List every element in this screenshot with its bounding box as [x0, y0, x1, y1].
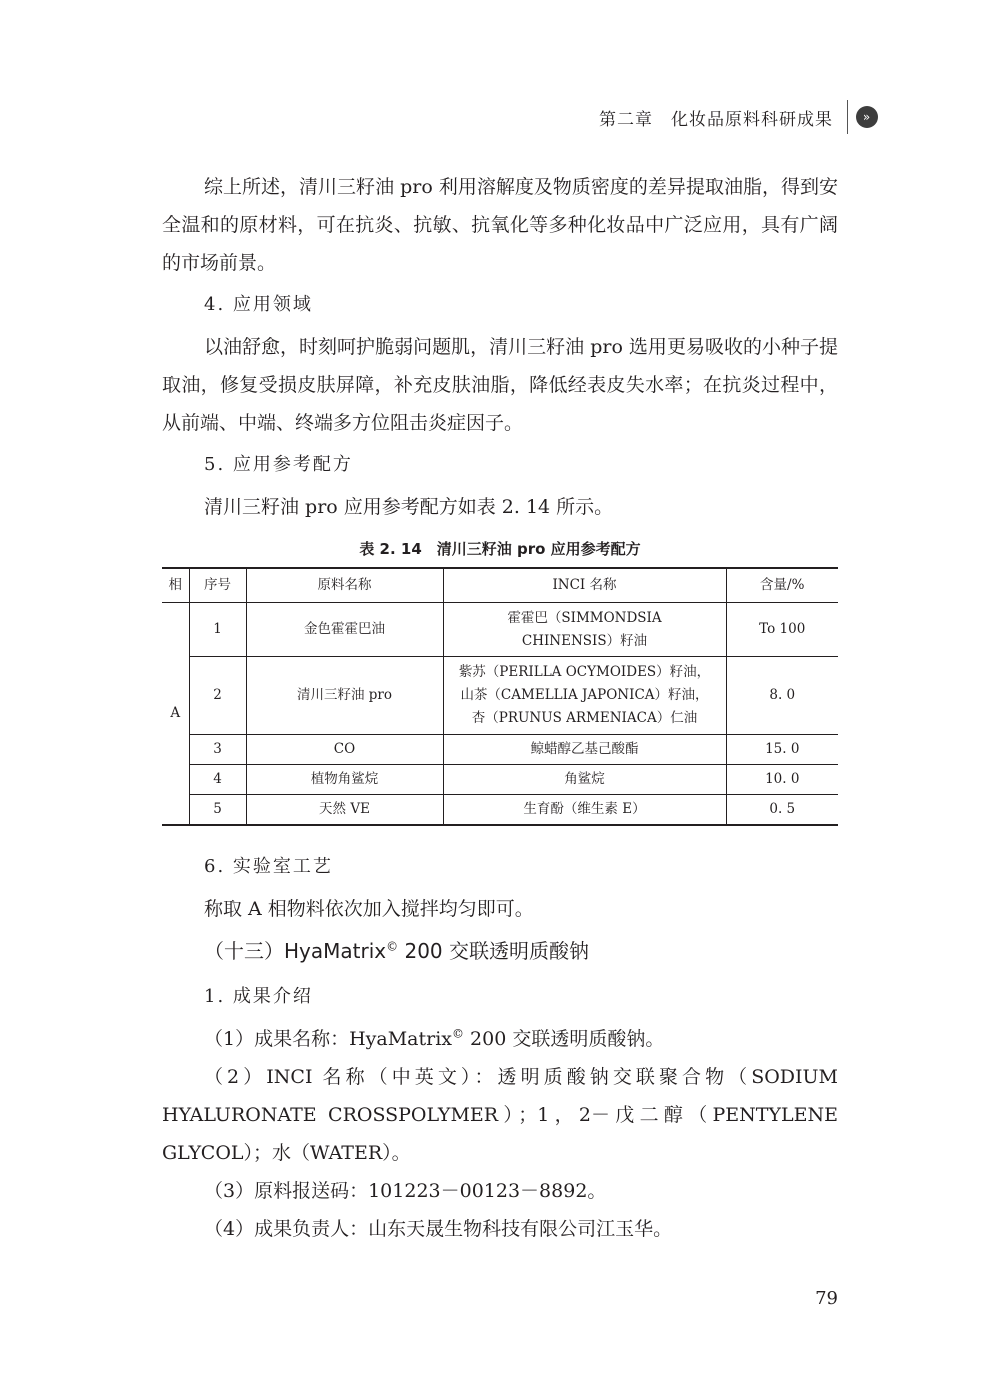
row-no: 3 [189, 735, 246, 765]
result-item-1-prefix: （1）成果名称：HyaMatrix [204, 1028, 453, 1050]
table-row [162, 765, 838, 795]
row-inci: 生育酚（维生素 E） [443, 795, 726, 826]
row-no: 5 [189, 795, 246, 826]
row-no: 2 [189, 657, 246, 735]
header-divider [847, 100, 848, 134]
result-item-3: （3）原料报送码：101223－00123－8892。 [204, 1180, 607, 1202]
running-header [599, 100, 878, 134]
row-amount: 8. 0 [726, 657, 838, 735]
row-inci: 鲸蜡醇乙基己酸酯 [443, 735, 726, 765]
table-row [162, 657, 838, 735]
chapter-title: 化妆品原料科研成果 [671, 109, 833, 130]
heading-results-intro: 1. 成果介绍 [204, 986, 313, 1007]
row-no: 1 [189, 603, 246, 657]
lab-process-paragraph: 称取 A 相物料依次加入搅拌均匀即可。 [204, 898, 534, 920]
table-row [162, 795, 838, 826]
table-header-row [162, 568, 838, 603]
page-content [162, 168, 838, 1248]
result-item-1-suffix: 200 交联透明质酸钠。 [464, 1028, 665, 1050]
heading-lab-process: 6. 实验室工艺 [204, 856, 333, 877]
header-content: 含量/% [726, 568, 838, 603]
section-title-prefix: （十三）HyaMatrix [204, 939, 387, 963]
application-paragraph: 以油舒愈，时刻呵护脆弱问题肌，清川三籽油 pro 选用更易吸收的小种子提取油，修复受损皮肤屏障，补充皮肤油脂，降低经表皮失水率；在抗炎过程中，从前端、中端、终端多方位阻击炎症因子。 [162, 336, 838, 434]
table-row [162, 735, 838, 765]
row-inci: 霍霍巴（SIMMONDSIA CHINENSIS）籽油 [443, 603, 726, 657]
result-item-4: （4）成果负责人：山东天晟生物科技有限公司江玉华。 [204, 1218, 673, 1240]
row-material: 植物角鲨烷 [246, 765, 443, 795]
row-material: 天然 VE [246, 795, 443, 826]
row-amount: 15. 0 [726, 735, 838, 765]
row-amount: To 100 [726, 603, 838, 657]
heading-application-field: 4. 应用领域 [204, 294, 313, 315]
formula-table [162, 567, 838, 826]
copyright-mark: © [386, 939, 399, 954]
row-material: CO [246, 735, 443, 765]
table-row [162, 603, 838, 657]
phase-cell: A [162, 603, 189, 826]
formula-intro-paragraph: 清川三籽油 pro 应用参考配方如表 2. 14 所示。 [204, 496, 614, 518]
heading-reference-formula: 5. 应用参考配方 [204, 454, 353, 475]
header-no: 序号 [189, 568, 246, 603]
section-title [162, 932, 838, 970]
page-number: 79 [815, 1288, 838, 1309]
row-inci: 角鲨烷 [443, 765, 726, 795]
row-no: 4 [189, 765, 246, 795]
inci-line: 山茶（CAMELLIA JAPONICA）籽油， [460, 687, 709, 703]
table-caption: 表 2. 14 清川三籽油 pro 应用参考配方 [359, 540, 641, 558]
chapter-label: 第二章 [599, 109, 653, 130]
copyright-mark: © [452, 1026, 465, 1041]
result-item-2: （2）INCI 名称（中英文）：透明质酸钠交联聚合物（SODIUM HYALURONATE CROSSPOLYMER）；1，2－戊二醇（PENTYLENE GLYCOL）；水（WATER）。 [162, 1066, 838, 1164]
row-amount: 0. 5 [726, 795, 838, 826]
row-material: 金色霍霍巴油 [246, 603, 443, 657]
header-phase: 相 [162, 568, 189, 603]
summary-paragraph: 综上所述，清川三籽油 pro 利用溶解度及物质密度的差异提取油脂，得到安全温和的原材料，可在抗炎、抗敏、抗氧化等多种化妆品中广泛应用，具有广阔的市场前景。 [162, 176, 838, 274]
row-amount: 10. 0 [726, 765, 838, 795]
double-chevron-right-icon: » [856, 106, 878, 128]
row-inci [443, 657, 726, 735]
header-material-name: 原料名称 [246, 568, 443, 603]
inci-line: 紫苏（PERILLA OCYMOIDES）籽油， [458, 664, 711, 680]
inci-line: 杏（PRUNUS ARMENIACA）仁油 [471, 710, 698, 726]
row-material: 清川三籽油 pro [246, 657, 443, 735]
section-title-suffix: 200 交联透明质酸钠 [398, 939, 589, 963]
result-item-1 [162, 1020, 838, 1058]
header-inci-name: INCI 名称 [443, 568, 726, 603]
